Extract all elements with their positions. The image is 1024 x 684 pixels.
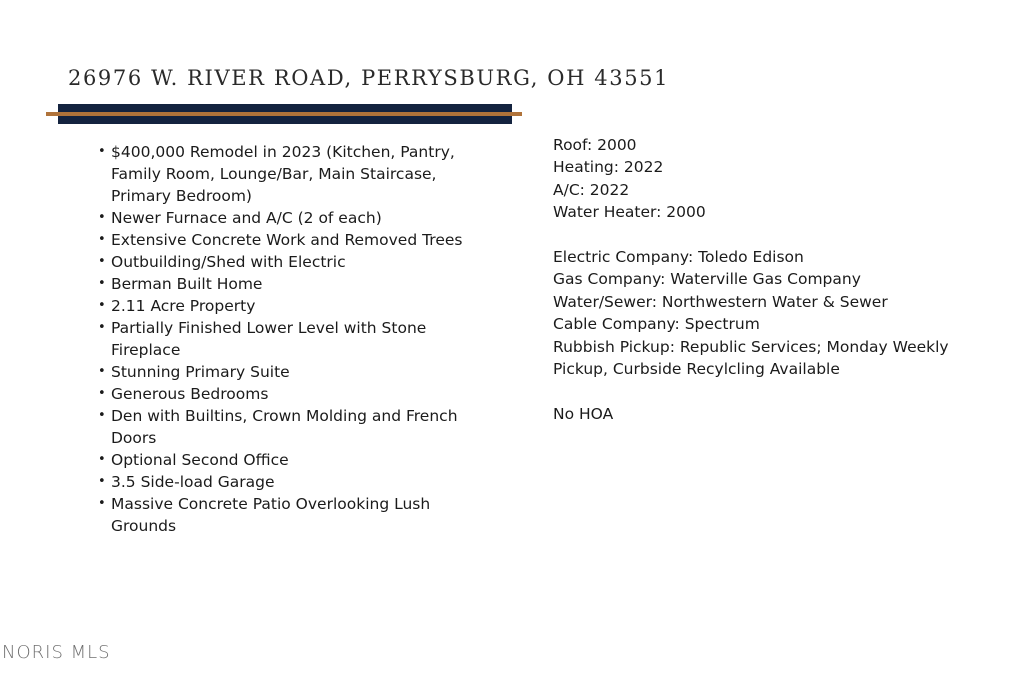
list-item: • $400,000 Remodel in 2023 (Kitchen, Pantry, Family Room, Lounge/Bar, Main Staircase, Primary Bedroom) [94, 141, 489, 207]
property-details [553, 134, 993, 425]
page-title: 26976 W. RIVER ROAD, PERRYSBURG, OH 43551 [68, 66, 670, 90]
utility-cable: Cable Company: Spectrum [553, 315, 760, 334]
list-item: • Den with Builtins, Crown Molding and French Doors [94, 405, 489, 449]
list-item: • Stunning Primary Suite [94, 361, 489, 383]
list-item: • Extensive Concrete Work and Removed Trees [94, 229, 489, 251]
list-item: • Massive Concrete Patio Overlooking Lush Grounds [94, 493, 489, 537]
title-underline-accent [46, 112, 522, 116]
systems-ac: A/C: 2022 [553, 180, 630, 199]
list-item: • Berman Built Home [94, 273, 489, 295]
list-item: • Generous Bedrooms [94, 383, 489, 405]
utility-water-sewer: Water/Sewer: Northwestern Water & Sewer [553, 292, 888, 311]
utility-electric: Electric Company: Toledo Edison [553, 248, 804, 267]
hoa-status: No HOA [553, 404, 614, 423]
systems-roof: Roof: 2000 [553, 136, 637, 154]
list-item: • Outbuilding/Shed with Electric [94, 251, 489, 273]
systems-heating: Heating: 2022 [553, 158, 664, 177]
list-item: • Partially Finished Lower Level with Stone Fireplace [94, 317, 489, 361]
utility-rubbish: Rubbish Pickup: Republic Services; Monday Weekly Pickup, Curbside Recylcling Available [553, 337, 949, 379]
list-item: • 3.5 Side-load Garage [94, 471, 489, 493]
features-list [94, 141, 489, 537]
mls-watermark: NORIS MLS [2, 642, 111, 663]
list-item: • Optional Second Office [94, 449, 489, 471]
section-spacer [553, 224, 993, 246]
list-item: • Newer Furnace and A/C (2 of each) [94, 207, 489, 229]
systems-water-heater: Water Heater: 2000 [553, 203, 706, 222]
section-spacer [553, 380, 993, 402]
utility-gas: Gas Company: Waterville Gas Company [553, 270, 861, 289]
list-item: • 2.11 Acre Property [94, 295, 489, 317]
